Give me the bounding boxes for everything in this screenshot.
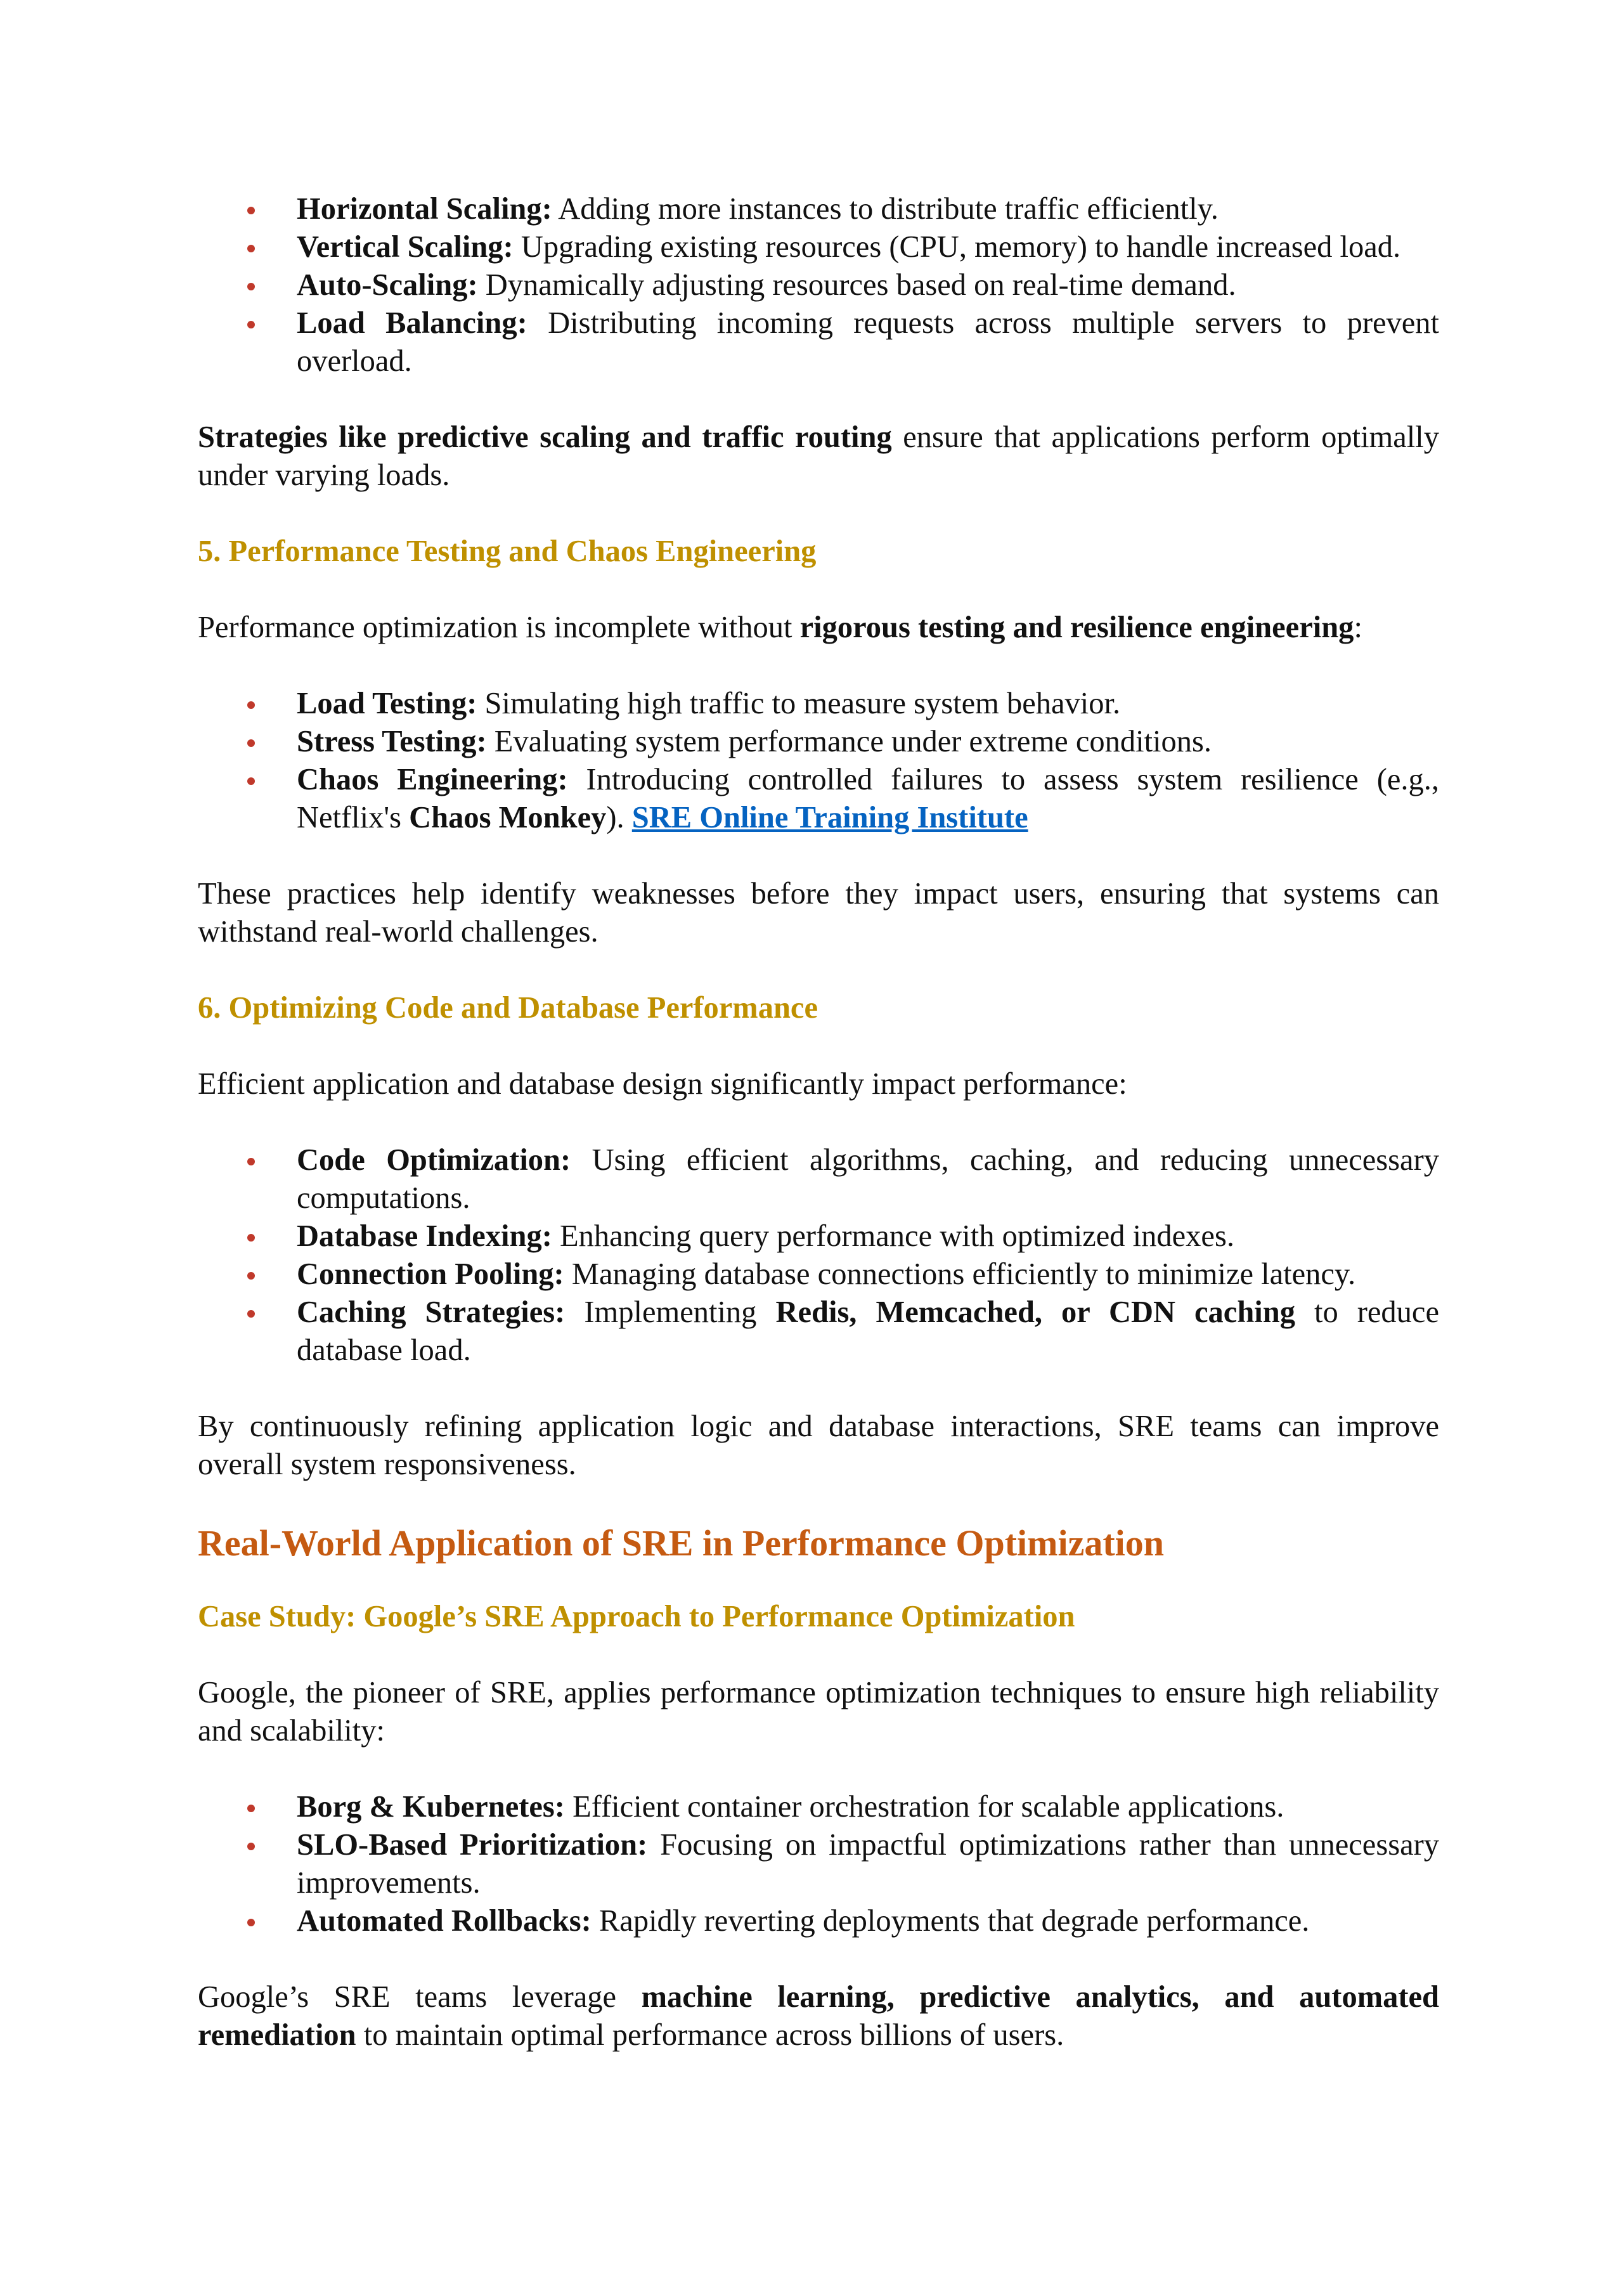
testing-list [198, 685, 1439, 837]
list-item-term: Vertical Scaling: [297, 230, 514, 264]
list-item-text: Using efficient algorithms, caching, and reducing unnecessary computations. [297, 1143, 1439, 1215]
google-list [198, 1788, 1439, 1940]
list-item-text: Adding more instances to distribute traffic efficiently. [552, 192, 1219, 226]
list-item-text: Rapidly reverting deployments that degrade performance. [591, 1904, 1310, 1938]
bullet-icon [247, 321, 255, 328]
list-item-term: SLO-Based Prioritization: [297, 1828, 648, 1862]
list-item [198, 1902, 1439, 1940]
list-item-term: Stress Testing: [297, 725, 487, 758]
optimization-list [198, 1141, 1439, 1370]
list-item-bold: Chaos Monkey [409, 801, 607, 834]
list-item-term: Automated Rollbacks: [297, 1904, 592, 1938]
list-item-term: Connection Pooling: [297, 1257, 564, 1291]
bullet-icon [247, 701, 255, 709]
list-item [198, 266, 1439, 304]
bullet-icon [247, 1805, 255, 1812]
list-item [198, 685, 1439, 723]
list-item [198, 1294, 1439, 1370]
list-item [198, 1826, 1439, 1902]
efficient-paragraph: Efficient application and database design significantly impact performance: [198, 1067, 1127, 1101]
list-item [198, 304, 1439, 380]
list-item-text: Efficient container orchestration for scalable applications. [564, 1790, 1284, 1824]
list-item-text: Upgrading existing resources (CPU, memory) to handle increased load. [513, 230, 1401, 264]
list-item-text: Implementing [565, 1295, 776, 1329]
document-body [198, 190, 1439, 2054]
bullet-icon [247, 1843, 255, 1850]
paragraph-text: Google’s SRE teams leverage [198, 1980, 642, 2014]
list-item-text: Managing database connections efficiently to minimize latency. [564, 1257, 1356, 1291]
list-item-term: Code Optimization: [297, 1143, 571, 1177]
list-item-text: Enhancing query performance with optimized indexes. [552, 1219, 1234, 1253]
leverage-paragraph [198, 1978, 1439, 2054]
strategies-paragraph [198, 418, 1439, 495]
bullet-icon [247, 283, 255, 290]
bullet-icon [247, 777, 255, 785]
paragraph-text: ensure that applications perform optimally under varying loads. [198, 420, 1440, 492]
bullet-icon [247, 1158, 255, 1165]
list-item-term: Auto-Scaling: [297, 268, 478, 302]
list-item-end: to reduce database load. [297, 1295, 1439, 1367]
refining-paragraph: By continuously refining application logic and database interactions, SRE teams can improve overall system responsiveness. [198, 1410, 1439, 1481]
list-item [198, 1788, 1439, 1826]
list-item-text: Dynamically adjusting resources based on real-time demand. [477, 268, 1236, 302]
list-item-term: Database Indexing: [297, 1219, 552, 1253]
list-item-term: Horizontal Scaling: [297, 192, 552, 226]
paragraph-end: : [1354, 611, 1362, 644]
section-heading-5: 5. Performance Testing and Chaos Engineering [198, 535, 817, 568]
list-item-text: Distributing incoming requests across multiple servers to prevent overload. [297, 306, 1440, 378]
bullet-icon [247, 1234, 255, 1242]
list-item-term: Caching Strategies: [297, 1295, 566, 1329]
practices-paragraph: These practices help identify weaknesses before they impact users, ensuring that systems can withstand real-world challenges. [198, 877, 1439, 949]
list-item-text: Simulating high traffic to measure system behavior. [477, 687, 1121, 720]
bullet-icon [247, 245, 255, 252]
list-item-text: Evaluating system performance under extreme conditions. [486, 725, 1212, 758]
paragraph-bold: Strategies like predictive scaling and traffic routing [198, 420, 892, 454]
list-item-bold: Redis, Memcached, or CDN caching [775, 1295, 1296, 1329]
paragraph-bold: machine learning, predictive analytics, and automated remediation [198, 1980, 1439, 2052]
section-heading-6: 6. Optimizing Code and Database Performance [198, 991, 818, 1025]
list-item-text: Introducing controlled failures to assess system resilience (e.g., Netflix's [297, 763, 1439, 834]
sre-training-link[interactable]: SRE Online Training Institute [631, 801, 1028, 834]
google-paragraph: Google, the pioneer of SRE, applies performance optimization techniques to ensure high reliability and scalability: [198, 1676, 1439, 1748]
bullet-icon [247, 1310, 255, 1318]
list-item [198, 190, 1439, 228]
bullet-icon [247, 1919, 255, 1926]
bullet-icon [247, 207, 255, 214]
list-item [198, 1255, 1439, 1294]
paragraph-bold: rigorous testing and resilience engineering [799, 611, 1354, 644]
bullet-icon [247, 1272, 255, 1280]
list-item-end: ). [606, 801, 632, 834]
real-world-heading: Real-World Application of SRE in Performance Optimization [198, 1522, 1165, 1564]
paragraph-end: to maintain optimal performance across billions of users. [356, 2018, 1064, 2052]
list-item-term: Borg & Kubernetes: [297, 1790, 565, 1824]
list-item [198, 723, 1439, 761]
list-item [198, 1141, 1439, 1217]
scaling-list [198, 190, 1439, 380]
paragraph-text: Performance optimization is incomplete without [198, 611, 800, 644]
performance-paragraph [198, 609, 1439, 647]
list-item-term: Chaos Engineering: [297, 763, 568, 796]
list-item-text: Focusing on impactful optimizations rather than unnecessary improvements. [297, 1828, 1439, 1900]
list-item [198, 761, 1439, 837]
case-study-heading: Case Study: Google’s SRE Approach to Performance Optimization [198, 1600, 1075, 1633]
list-item-term: Load Balancing: [297, 306, 527, 340]
list-item-term: Load Testing: [297, 687, 477, 720]
bullet-icon [247, 739, 255, 747]
list-item [198, 1217, 1439, 1255]
list-item [198, 228, 1439, 266]
